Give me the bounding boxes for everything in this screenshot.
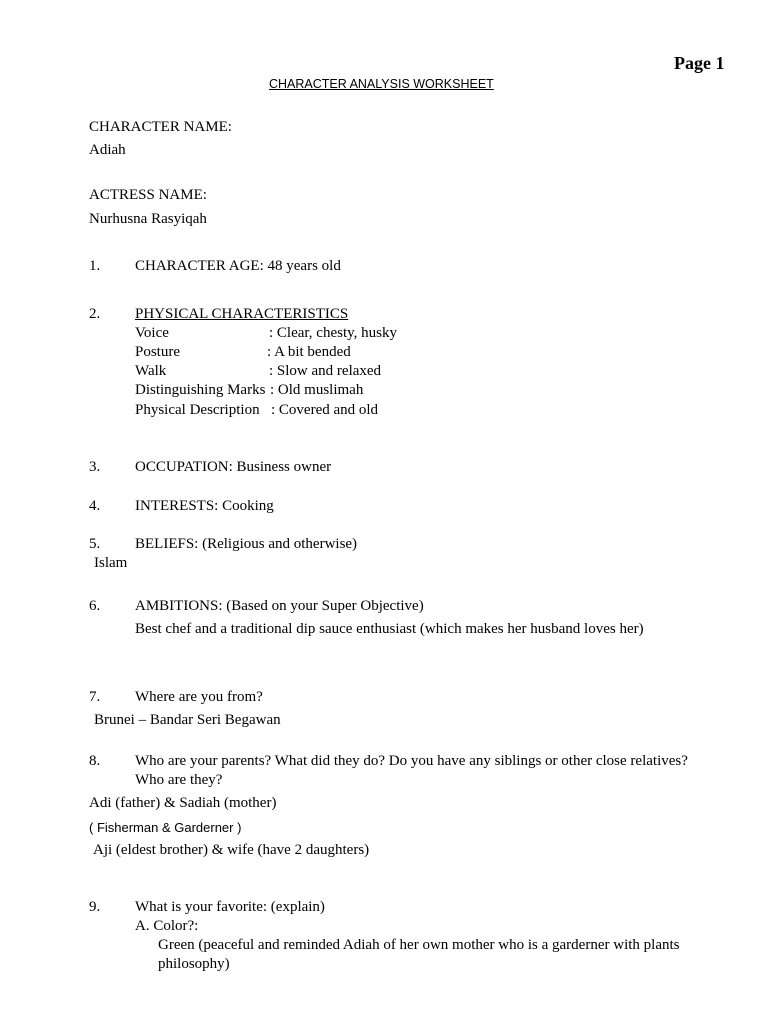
siblings-answer: Aji (eldest brother) & wife (have 2 daughters)	[93, 842, 370, 858]
physical-characteristics-heading: PHYSICAL CHARACTERISTICS	[135, 306, 349, 322]
character-age: CHARACTER AGE: 48 years old	[135, 258, 341, 274]
interests: INTERESTS: Cooking	[135, 498, 274, 514]
item-number: 7.	[89, 689, 101, 705]
parents-answer: Adi (father) & Sadiah (mother)	[89, 795, 277, 811]
character-name-label: CHARACTER NAME:	[89, 119, 232, 135]
parents-question-cont: Who are they?	[135, 772, 223, 788]
favorite-color-answer: Green (peaceful and reminded Adiah of her own mother who is a garderner with plants	[158, 937, 680, 953]
origin-question: Where are you from?	[135, 689, 263, 705]
ambitions-answer: Best chef and a traditional dip sauce enthusiast (which makes her husband loves her)	[135, 621, 644, 637]
physical-row-label: Walk	[135, 363, 167, 379]
physical-row-value: : Slow and relaxed	[269, 363, 382, 379]
favorite-color-answer-cont: philosophy)	[158, 956, 230, 972]
favorite-color-question: A. Color?:	[135, 918, 199, 934]
item-number: 3.	[89, 459, 101, 475]
physical-row-value: : Old muslimah	[270, 382, 364, 398]
origin-answer: Brunei – Bandar Seri Begawan	[94, 712, 281, 728]
physical-row-label: Posture	[135, 344, 180, 360]
physical-row-value: : Clear, chesty, husky	[269, 325, 397, 341]
beliefs-question: BELIEFS: (Religious and otherwise)	[135, 536, 358, 552]
actress-name-label: ACTRESS NAME:	[89, 187, 207, 203]
actress-name-value: Nurhusna Rasyiqah	[89, 211, 207, 227]
character-name-value: Adiah	[89, 142, 126, 158]
ambitions-question: AMBITIONS: (Based on your Super Objective)	[135, 598, 424, 614]
physical-row-value: : Covered and old	[271, 402, 379, 418]
physical-row-label: Voice	[135, 325, 169, 341]
item-number: 2.	[89, 306, 101, 322]
item-number: 5.	[89, 536, 101, 552]
item-number: 1.	[89, 258, 101, 274]
physical-row-label: Physical Description	[135, 402, 260, 418]
favorite-question: What is your favorite: (explain)	[135, 899, 325, 915]
page-number: Page 1	[674, 53, 725, 73]
physical-row-label: Distinguishing Marks	[135, 382, 266, 398]
parents-occupation-answer: ( Fisherman & Garderner )	[89, 820, 242, 835]
item-number: 9.	[89, 899, 101, 915]
item-number: 6.	[89, 598, 101, 614]
physical-row-value: : A bit bended	[267, 344, 351, 360]
page-title: CHARACTER ANALYSIS WORKSHEET	[269, 77, 494, 91]
item-number: 8.	[89, 753, 101, 769]
parents-question: Who are your parents? What did they do? Do you have any siblings or other close relatives?	[135, 753, 688, 769]
occupation: OCCUPATION: Business owner	[135, 459, 332, 475]
item-number: 4.	[89, 498, 101, 514]
beliefs-answer: Islam	[94, 555, 128, 571]
